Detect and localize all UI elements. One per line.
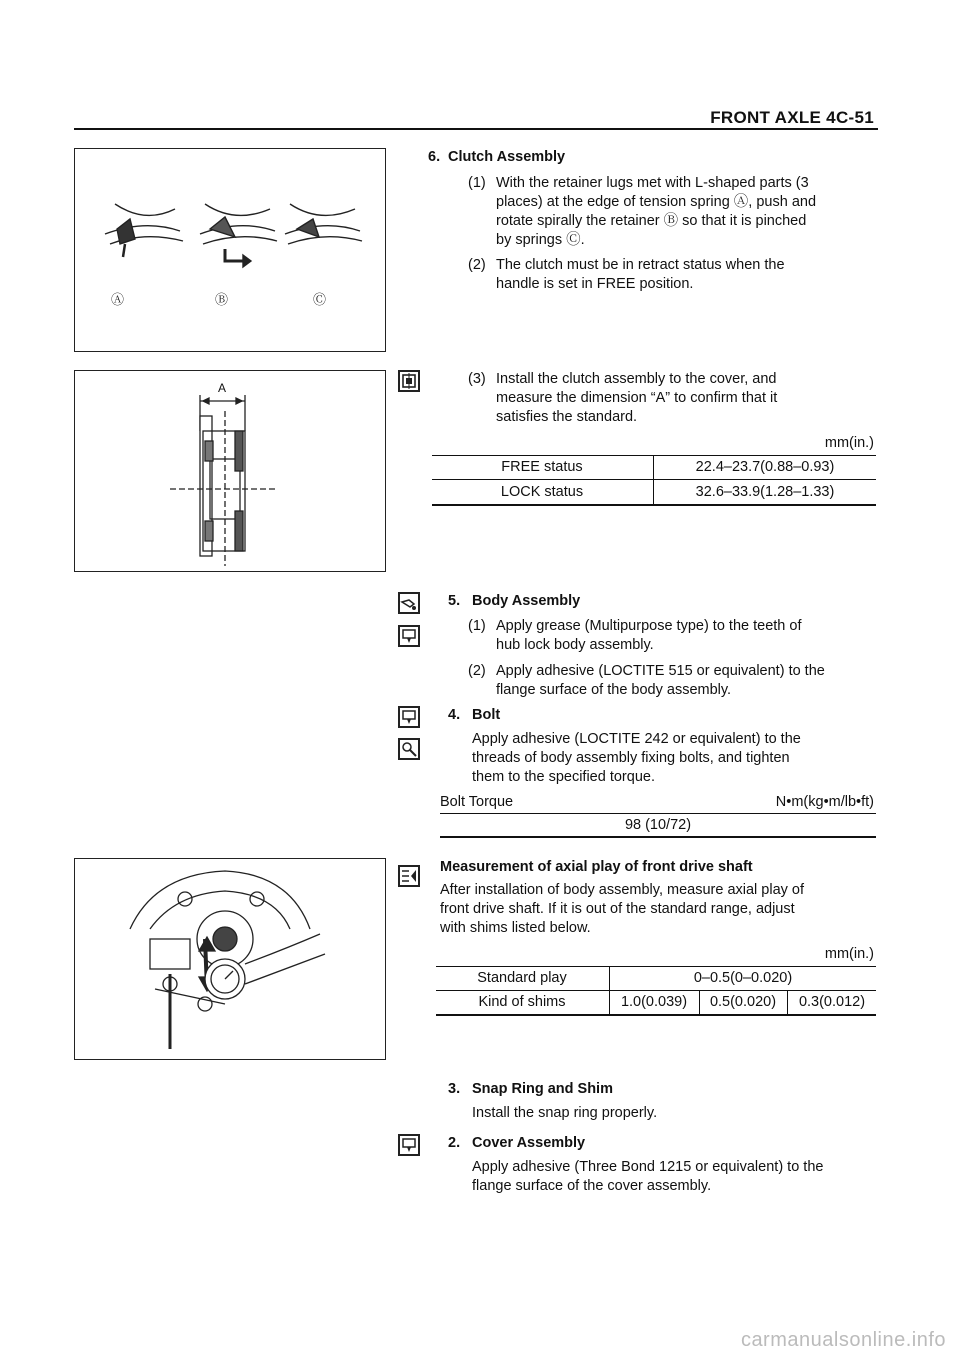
shim-value: 1.0(0.039) [620, 994, 688, 1010]
step5-number: 5. [448, 593, 461, 609]
step3-title: Snap Ring and Shim [472, 1081, 613, 1097]
step3-number: 3. [448, 1081, 461, 1097]
text-line: After installation of body assembly, measure axial play of [440, 882, 805, 898]
text-line: flange surface of the body assembly. [496, 682, 732, 698]
step6-p1 [496, 174, 866, 250]
rule [440, 836, 876, 838]
text-line: satisfies the standard. [496, 409, 638, 425]
text-line: them to the specified torque. [472, 769, 655, 785]
lock-status-label: LOCK status [500, 484, 584, 500]
rule [432, 504, 876, 506]
measurement-body [440, 881, 880, 938]
step6-p2 [496, 256, 866, 294]
step5-p1-num: (1) [468, 618, 486, 634]
table-divider [653, 455, 654, 505]
table-divider [609, 966, 610, 1015]
label-b: Ⓑ [215, 292, 229, 307]
label-c: Ⓒ [313, 292, 327, 307]
table-divider [699, 990, 700, 1015]
inspect-icon [398, 370, 420, 392]
step6-number: 6. [428, 149, 441, 165]
text-line: Apply grease (Multipurpose type) to the teeth of [496, 618, 802, 634]
rule [432, 455, 876, 456]
text-line: front drive shaft. If it is out of the standard range, adjust [440, 901, 795, 917]
torque-icon [398, 738, 420, 760]
bolt-torque-label: Bolt Torque [440, 794, 514, 810]
measurement-title: Measurement of axial play of front drive shaft [440, 859, 753, 875]
cross-section-illustration [75, 371, 385, 571]
text-line: by springs Ⓒ. [496, 232, 585, 248]
step4-number: 4. [448, 707, 461, 723]
text-line: places) at the edge of tension spring Ⓐ, push and [496, 194, 817, 210]
text-line: handle is set in FREE position. [496, 276, 694, 292]
step4-title: Bolt [472, 707, 501, 723]
step4-body [472, 730, 872, 787]
text-line: flange surface of the cover assembly. [472, 1178, 712, 1194]
step6-p3-num: (3) [468, 371, 486, 387]
step5-p1 [496, 617, 876, 655]
text-line: rotate spirally the retainer Ⓑ so that it is pinched [496, 213, 807, 229]
step2-number: 2. [448, 1135, 461, 1151]
text-line: hub lock body assembly. [496, 637, 654, 653]
header-rule [74, 128, 878, 130]
figure-clutch-cross-section [74, 370, 386, 572]
rule [432, 479, 876, 480]
adhesive-icon [398, 625, 420, 647]
label-a: Ⓐ [111, 292, 125, 307]
rule [440, 813, 876, 814]
step5-title: Body Assembly [472, 593, 581, 609]
clutch-spring-illustration [75, 149, 385, 351]
step2-title: Cover Assembly [472, 1135, 586, 1151]
standard-play-value: 0–0.5(0–0.020) [693, 970, 793, 986]
text-line: measure the dimension “A” to confirm that it [496, 390, 778, 406]
text-line: Install the clutch assembly to the cover, and [496, 371, 777, 387]
text-line: With the retainer lugs met with L-shaped parts (3 [496, 175, 809, 191]
text-line: The clutch must be in retract status when the [496, 257, 785, 273]
text-line: Apply adhesive (Three Bond 1215 or equivalent) to the [472, 1159, 824, 1175]
step3-body: Install the snap ring properly. [472, 1105, 658, 1121]
rule [436, 990, 876, 991]
bolt-torque-value: 98 (10/72) [624, 817, 692, 833]
standard-play-label: Standard play [477, 970, 567, 986]
kind-of-shims-label: Kind of shims [478, 994, 566, 1010]
text-line: Apply adhesive (LOCTITE 242 or equivalent) to the [472, 731, 801, 747]
axial-play-illustration [75, 859, 385, 1059]
dimension-a-label: A [218, 381, 227, 395]
step6-title: Clutch Assembly [448, 149, 566, 165]
page-header-title: FRONT AXLE 4C-51 [710, 108, 874, 127]
text-line: threads of body assembly fixing bolts, and tighten [472, 750, 790, 766]
lock-status-value: 32.6–33.9(1.28–1.33) [695, 484, 835, 500]
clutch-table-unit: mm(in.) [824, 435, 874, 451]
step5-p2 [496, 662, 876, 700]
free-status-value: 22.4–23.7(0.88–0.93) [695, 459, 835, 475]
step2-body [472, 1158, 882, 1196]
adhesive-icon [398, 706, 420, 728]
step6-p2-num: (2) [468, 257, 486, 273]
text-line: with shims listed below. [440, 920, 591, 936]
measure-icon [398, 865, 420, 887]
adhesive-icon [398, 1134, 420, 1156]
step5-p2-num: (2) [468, 663, 486, 679]
rule [436, 966, 876, 967]
step6-p1-num: (1) [468, 175, 486, 191]
shim-value: 0.5(0.020) [709, 994, 777, 1010]
bolt-torque-unit: N•m(kg•m/lb•ft) [775, 794, 874, 810]
figure-clutch-springs [74, 148, 386, 352]
shim-value: 0.3(0.012) [798, 994, 866, 1010]
text-line: Apply adhesive (LOCTITE 515 or equivalent) to the [496, 663, 825, 679]
site-watermark: carmanualsonline.info [740, 1329, 946, 1351]
grease-icon [398, 592, 420, 614]
table-divider [787, 990, 788, 1015]
shim-table-unit: mm(in.) [824, 946, 874, 962]
free-status-label: FREE status [501, 459, 583, 475]
rule [436, 1014, 876, 1016]
figure-axial-play [74, 858, 386, 1060]
step6-p3 [496, 370, 866, 427]
